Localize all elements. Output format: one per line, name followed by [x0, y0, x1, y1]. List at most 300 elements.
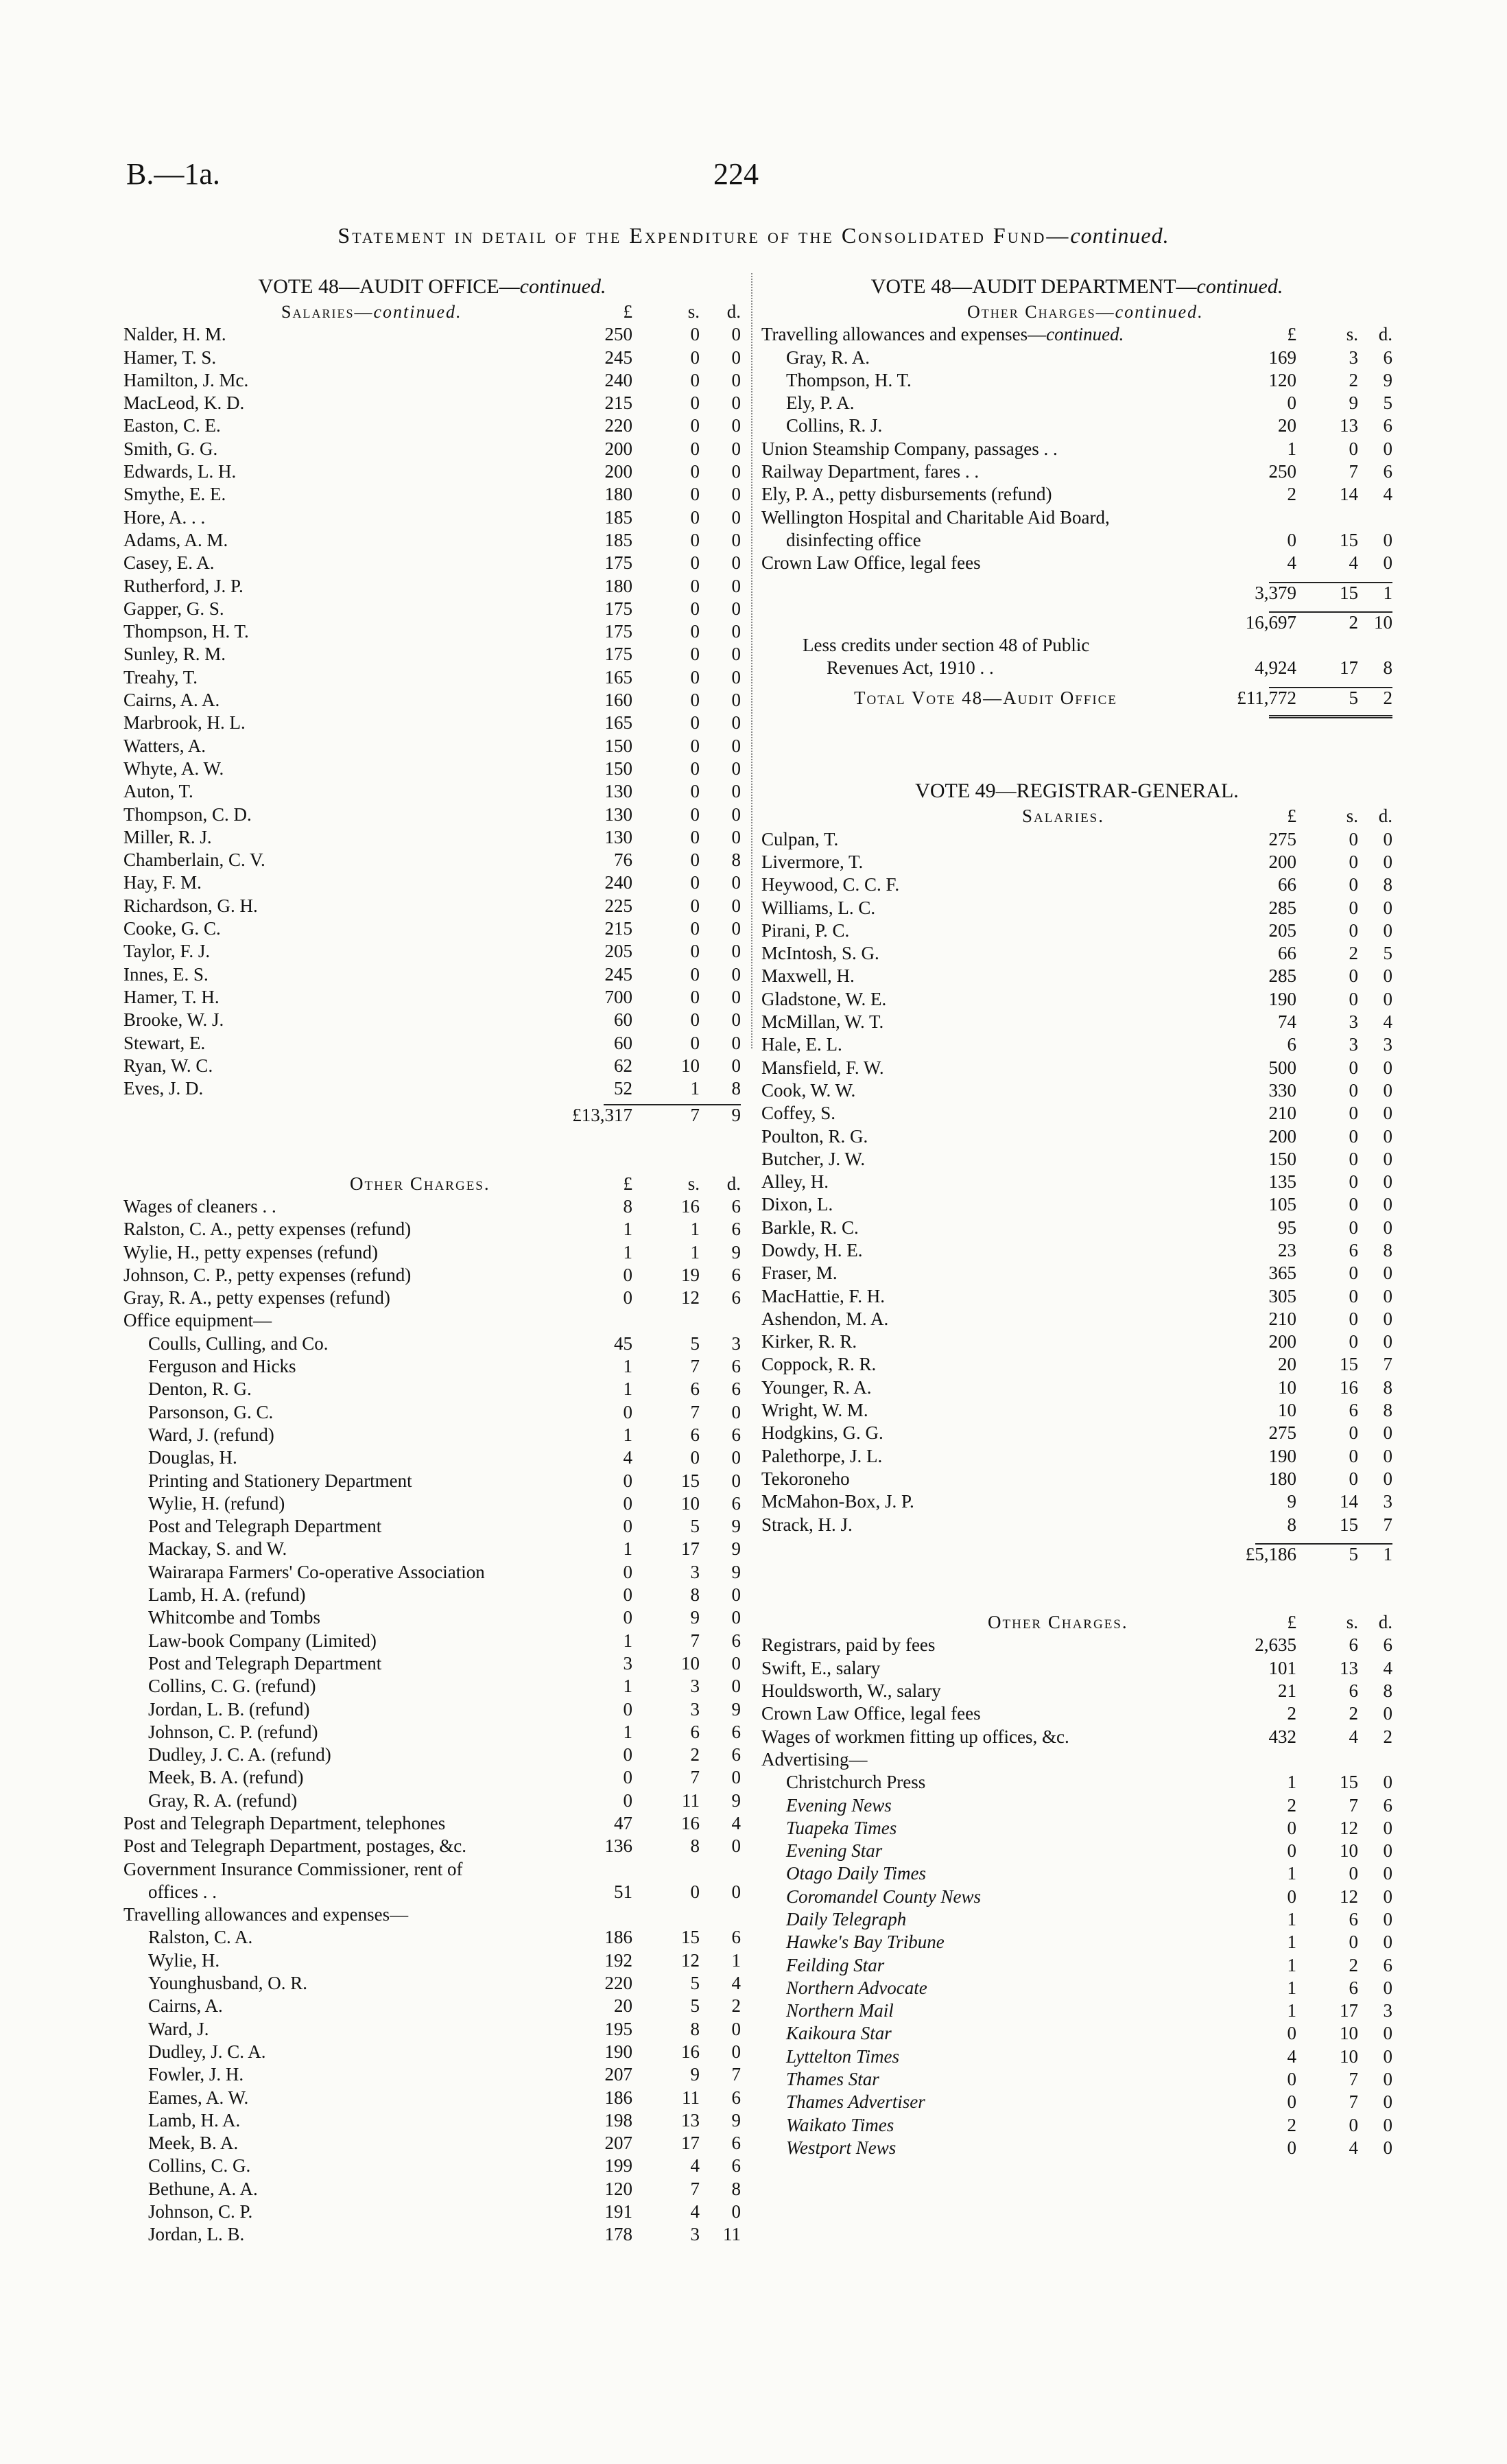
table-row	[123, 483, 741, 506]
row-label: Thames Advertiser	[786, 2091, 925, 2113]
shillings-cell: 0	[1349, 1468, 1358, 1489]
table-row	[761, 1422, 1392, 1444]
row-label: Younghusband, O. R.	[148, 1973, 308, 1994]
table-row	[761, 1011, 1392, 1033]
table-row	[123, 347, 741, 369]
pence-cell: 0	[731, 1676, 741, 1697]
table-row	[761, 1794, 1392, 1817]
row-label: Douglas, H.	[148, 1447, 237, 1468]
table-row	[123, 1858, 741, 1881]
row-label: Union Steamship Company, passages . .	[761, 438, 1058, 459]
pounds-cell: 62	[614, 1055, 632, 1076]
pence-cell: 0	[731, 690, 741, 711]
pounds-cell: 0	[623, 1516, 632, 1537]
pence-cell: 7	[1383, 1354, 1392, 1375]
pounds-cell: 1	[1287, 1954, 1296, 1975]
pounds-cell: 180	[604, 484, 632, 505]
pence-cell: 0	[731, 2018, 741, 2039]
pence-cell: 0	[1383, 1057, 1392, 1078]
row-label: Heywood, C. C. F.	[761, 874, 900, 895]
shillings-cell: 0	[690, 484, 700, 505]
pounds-cell: 1	[1287, 1909, 1296, 1929]
shillings-cell: 12	[1340, 1817, 1358, 1838]
row-label: Bethune, A. A.	[148, 2178, 258, 2199]
shillings-cell: 0	[1349, 1932, 1358, 1953]
pence-cell: 4	[1383, 1657, 1392, 1678]
pounds-cell: 51	[614, 1881, 632, 1902]
pence-cell: 0	[1383, 2023, 1392, 2044]
less-credits: Less credits under section 48 of Public	[803, 635, 1090, 656]
pounds-cell: 0	[623, 1492, 632, 1514]
shillings-cell: 2	[1349, 943, 1358, 964]
row-label: Hawke's Bay Tribune	[786, 1932, 945, 1953]
pence-cell: 6	[1383, 461, 1392, 482]
row-label: offices . .	[148, 1881, 217, 1902]
vote49-title: VOTE 49—REGISTRAR-GENERAL.	[915, 779, 1239, 803]
pence-cell: 0	[1383, 897, 1392, 918]
pence-cell: 8	[1383, 1680, 1392, 1702]
row-label: Lamb, H. A. (refund)	[148, 1584, 306, 1606]
shillings-cell: 5	[690, 1973, 700, 1994]
table-row	[123, 2178, 741, 2201]
pence-cell: 0	[1383, 1422, 1392, 1444]
row-label: disinfecting office	[786, 529, 921, 550]
table-row	[761, 2137, 1392, 2159]
shillings-cell: 6	[1349, 1680, 1358, 1702]
pence-cell: 6	[731, 1744, 741, 1765]
pence-cell: 0	[1383, 1909, 1392, 1929]
row-label: Coffey, S.	[761, 1103, 835, 1124]
pounds-cell: 0	[623, 1401, 632, 1422]
table-row	[761, 1931, 1392, 1953]
row-label: Poulton, R. G.	[761, 1125, 868, 1147]
table-row	[123, 1446, 741, 1469]
table-row	[761, 483, 1392, 506]
pence-cell: 3	[1383, 1491, 1392, 1512]
pounds-cell: 432	[1268, 1726, 1296, 1747]
pence-cell: 0	[1383, 1171, 1392, 1193]
table-row	[123, 643, 741, 666]
right-column	[761, 273, 1392, 2159]
shillings-cell: 17	[681, 1538, 700, 1560]
pounds-cell: 0	[623, 1470, 632, 1491]
row-label: Smith, G. G.	[123, 438, 218, 459]
pence-cell: 0	[731, 369, 741, 390]
table-row	[123, 529, 741, 552]
pence-cell: 0	[731, 941, 741, 962]
vote49-salaries-header: Salaries. £ s. d.	[1022, 806, 1392, 827]
left-column	[123, 273, 741, 2246]
pounds-cell: 0	[1287, 2091, 1296, 2113]
pounds-cell: 47	[614, 1813, 632, 1833]
shillings-cell: 8	[690, 2018, 700, 2039]
table-row	[761, 1376, 1392, 1399]
shillings-cell: 0	[1349, 1331, 1358, 1352]
pounds-cell: 130	[604, 803, 632, 825]
pence-cell: 0	[731, 644, 741, 665]
pence-cell: 6	[731, 1219, 741, 1240]
shillings-cell: 2	[1349, 1954, 1358, 1975]
shillings-cell: 8	[690, 1584, 700, 1606]
pence-cell: 6	[1383, 415, 1392, 436]
pounds-cell: 10	[1278, 1376, 1296, 1398]
shillings-cell: 3	[690, 1561, 700, 1582]
shillings-cell: 0	[1349, 1217, 1358, 1238]
row-label: Wairarapa Farmers' Co-operative Association	[148, 1561, 485, 1582]
pounds-cell: 1	[623, 1538, 632, 1560]
row-label: Brooke, W. J.	[123, 1009, 224, 1031]
pence-cell: 0	[1383, 1217, 1392, 1238]
pence-cell: 6	[1383, 1794, 1392, 1816]
pence-cell: 8	[1383, 1400, 1392, 1421]
row-label: Printing and Stationery Department	[148, 1470, 412, 1491]
row-label: Otago Daily Times	[786, 1863, 927, 1884]
row-label: Waikato Times	[786, 2114, 894, 2135]
shillings-cell: 5	[690, 1995, 700, 2017]
table-row	[123, 2201, 741, 2223]
shillings-cell: 17	[681, 2133, 700, 2154]
pence-cell: 0	[731, 415, 741, 436]
table-row	[761, 1399, 1392, 1422]
pence-cell: 0	[731, 1055, 741, 1076]
table-row	[761, 506, 1392, 529]
pence-cell: 0	[731, 1881, 741, 1902]
row-label: Stewart, E.	[123, 1032, 206, 1053]
table-row	[123, 689, 741, 712]
table-row	[123, 575, 741, 598]
pounds-cell: 66	[1278, 943, 1296, 964]
row-label: Whyte, A. W.	[123, 758, 224, 779]
pounds-cell: 225	[604, 895, 632, 916]
shillings-cell: 15	[681, 1470, 700, 1491]
row-label: Richardson, G. H.	[123, 895, 258, 916]
shillings-cell: 7	[690, 2178, 700, 2199]
table-row	[123, 2155, 741, 2177]
table-row	[761, 1033, 1392, 1056]
shillings-cell: 0	[690, 986, 700, 1007]
table-row	[761, 1726, 1392, 1748]
pence-cell: 0	[731, 598, 741, 619]
pence-cell: 0	[1383, 1840, 1392, 1862]
pounds-cell: 1	[1287, 1977, 1296, 1998]
table-row	[123, 1009, 741, 1031]
pounds-cell: 0	[623, 1287, 632, 1309]
pence-cell: 3	[1383, 2000, 1392, 2021]
other-charges-list	[123, 1195, 741, 2246]
pence-cell: 6	[731, 1721, 741, 1742]
shillings-cell: 3	[690, 1676, 700, 1697]
table-row	[123, 1032, 741, 1055]
pence-cell: 0	[1383, 1103, 1392, 1124]
pence-cell: 0	[731, 2201, 741, 2222]
shillings-cell: 2	[1349, 1703, 1358, 1724]
table-row	[123, 1287, 741, 1309]
pence-cell: 4	[731, 1813, 741, 1833]
table-row	[761, 1262, 1392, 1284]
pence-cell: 1	[731, 1949, 741, 1971]
row-label: Wages of cleaners . .	[123, 1195, 276, 1217]
pence-cell: 3	[731, 1333, 741, 1354]
pounds-cell: 101	[1268, 1657, 1296, 1678]
shillings-cell: 19	[681, 1264, 700, 1285]
table-row	[123, 1218, 741, 1241]
table-row	[123, 323, 741, 346]
shillings-cell: 10	[1340, 1840, 1358, 1862]
pence-cell: 0	[1383, 1886, 1392, 1907]
shillings-cell: 0	[1349, 874, 1358, 895]
table-row	[123, 414, 741, 437]
shillings-cell: 5	[690, 1516, 700, 1537]
table-row	[761, 1445, 1392, 1468]
row-label: Lyttelton Times	[786, 2045, 899, 2067]
table-row	[123, 1652, 741, 1675]
pounds-cell: 0	[623, 1698, 632, 1720]
salaries-total: £13,317 7 9	[572, 1105, 741, 1126]
pence-cell: 8	[1383, 874, 1392, 895]
shillings-cell: 0	[1349, 1194, 1358, 1215]
table-row	[123, 1972, 741, 1995]
table-row	[123, 803, 741, 826]
table-row	[123, 1055, 741, 1077]
row-label: Gray, R. A. (refund)	[148, 1790, 298, 1811]
table-row	[123, 1378, 741, 1400]
pence-cell: 0	[731, 324, 741, 345]
row-label: Strack, H. J.	[761, 1514, 853, 1535]
shillings-cell: 0	[1349, 1171, 1358, 1193]
pounds-cell: 0	[623, 1561, 632, 1582]
shillings-cell: 9	[690, 1607, 700, 1628]
pence-cell: 0	[1383, 2091, 1392, 2113]
pounds-cell: 305	[1268, 1285, 1296, 1306]
row-label: Watters, A.	[123, 735, 206, 756]
pounds-cell: 120	[1268, 369, 1296, 390]
pence-cell: 0	[731, 872, 741, 893]
row-label: Post and Telegraph Department, postages, &c.	[123, 1835, 466, 1857]
shillings-cell: 6	[1349, 1239, 1358, 1260]
pounds-cell: 220	[604, 1973, 632, 1994]
pounds-cell: 0	[1287, 2069, 1296, 2090]
pounds-cell: 0	[1287, 1886, 1296, 1907]
pounds-cell: 1	[623, 1241, 632, 1263]
table-row	[761, 1977, 1392, 1999]
row-label: Miller, R. J.	[123, 826, 212, 847]
shillings-cell: 5	[690, 1333, 700, 1354]
shillings-cell: 0	[1349, 2114, 1358, 2135]
pounds-cell: 205	[1268, 919, 1296, 941]
vote48-office-title: VOTE 48—AUDIT OFFICE—continued.	[258, 275, 606, 298]
table-row	[123, 2132, 741, 2155]
pounds-cell: 190	[604, 2041, 632, 2062]
table-row	[123, 1492, 741, 1515]
table-row	[761, 1102, 1392, 1125]
pounds-cell: 165	[604, 666, 632, 688]
row-label: Maxwell, H.	[761, 965, 855, 987]
shillings-cell: 0	[690, 666, 700, 688]
table-row	[123, 1949, 741, 1972]
row-label: Marbrook, H. L.	[123, 712, 246, 734]
pounds-cell: 200	[1268, 1125, 1296, 1147]
shillings-cell: 7	[1349, 461, 1358, 482]
row-label: Thames Star	[786, 2069, 879, 2090]
pence-cell: 0	[1383, 1148, 1392, 1169]
pounds-cell: 21	[1278, 1680, 1296, 1702]
table-row	[123, 871, 741, 894]
row-label: Livermore, T.	[761, 851, 864, 872]
pence-cell: 0	[731, 1607, 741, 1628]
shillings-cell: 12	[681, 1949, 700, 1971]
pounds-cell: 195	[604, 2018, 632, 2039]
shillings-cell: 6	[1349, 1634, 1358, 1656]
pounds-cell: 285	[1268, 897, 1296, 918]
shillings-cell: 10	[681, 1652, 700, 1674]
pence-cell: 0	[1383, 1817, 1392, 1838]
table-row	[123, 506, 741, 529]
pounds-cell: 1	[1287, 2000, 1296, 2021]
table-row	[761, 1285, 1392, 1308]
row-label: Thompson, H. T.	[786, 369, 912, 390]
table-row	[761, 2022, 1392, 2045]
table-row	[123, 1538, 741, 1560]
row-label: Parsonson, G. C.	[148, 1401, 274, 1422]
row-label: Hodgkins, G. G.	[761, 1422, 883, 1444]
pence-cell: 0	[731, 803, 741, 825]
pounds-cell: 178	[604, 2224, 632, 2245]
pounds-cell: 160	[604, 690, 632, 711]
shillings-cell: 10	[681, 1055, 700, 1076]
table-row	[761, 369, 1392, 392]
pounds-cell: 200	[604, 461, 632, 482]
pence-cell: 8	[1383, 1376, 1392, 1398]
pence-cell: 0	[1383, 1703, 1392, 1724]
shillings-cell: 7	[1349, 2069, 1358, 2090]
shillings-cell: 0	[690, 1009, 700, 1031]
table-row	[123, 369, 741, 392]
shillings-cell: 0	[690, 575, 700, 596]
shillings-cell: 7	[1349, 1794, 1358, 1816]
pence-cell: 0	[731, 484, 741, 505]
shillings-cell: 0	[1349, 1285, 1358, 1306]
pence-cell: 0	[1383, 1285, 1392, 1306]
row-label: Government Insurance Commissioner, rent of	[123, 1858, 463, 1879]
row-label: Post and Telegraph Department, telephones	[123, 1813, 446, 1833]
pence-cell: 4	[1383, 484, 1392, 505]
table-row	[123, 1698, 741, 1721]
pounds-cell: 185	[604, 529, 632, 550]
pounds-cell: 186	[604, 2087, 632, 2108]
row-label: Hamer, T. S.	[123, 347, 217, 368]
table-row	[123, 1241, 741, 1264]
shillings-cell: 0	[1349, 828, 1358, 849]
statement-title: Statement in detail of the Expenditure of the Consolidated Fund—continued.	[337, 223, 1170, 248]
shillings-cell: 0	[690, 1032, 700, 1053]
row-label: Fraser, M.	[761, 1263, 838, 1284]
shillings-cell: 13	[1340, 415, 1358, 436]
table-row	[761, 1748, 1392, 1771]
row-label: Eames, A. W.	[148, 2087, 249, 2108]
pounds-cell: 250	[1268, 461, 1296, 482]
row-label: Wright, W. M.	[761, 1400, 868, 1421]
table-row	[123, 1401, 741, 1424]
row-label: Wages of workmen fitting up offices, &c.	[761, 1726, 1069, 1747]
table-row	[123, 1077, 741, 1100]
shillings-cell: 0	[690, 803, 700, 825]
shillings-cell: 7	[690, 1401, 700, 1422]
table-row	[123, 1355, 741, 1378]
pence-cell: 0	[1383, 851, 1392, 872]
table-row	[123, 2063, 741, 2086]
pounds-cell: 365	[1268, 1263, 1296, 1284]
pounds-cell: 200	[1268, 851, 1296, 872]
row-label: Cairns, A. A.	[123, 690, 220, 711]
pence-cell: 0	[1383, 1308, 1392, 1329]
shillings-cell: 0	[690, 644, 700, 665]
pence-cell: 0	[1383, 2069, 1392, 2090]
table-row	[123, 1903, 741, 1926]
pence-cell: 0	[1383, 1863, 1392, 1884]
travel-header-row: Travelling allowances and expenses—continued. £ s. d.	[761, 324, 1392, 345]
pence-cell: 6	[731, 1424, 741, 1445]
shillings-cell: 0	[690, 621, 700, 642]
pounds-cell: 2	[1287, 1703, 1296, 1724]
table-row	[123, 1790, 741, 1812]
pounds-cell: 175	[604, 552, 632, 574]
pounds-cell: 20	[1278, 1354, 1296, 1375]
pence-cell: 0	[731, 552, 741, 574]
shillings-cell: 0	[690, 438, 700, 459]
pounds-cell: 2	[1287, 2114, 1296, 2135]
row-label: Wellington Hospital and Charitable Aid Board,	[761, 506, 1110, 528]
shillings-cell: 1	[690, 1078, 700, 1099]
table-row	[123, 986, 741, 1009]
row-label: Collins, C. G. (refund)	[148, 1676, 316, 1697]
pounds-cell: 192	[604, 1949, 632, 1971]
row-label: Travelling allowances and expenses—	[123, 1904, 409, 1925]
shillings-cell: 3	[1349, 347, 1358, 368]
row-label: Ralston, C. A., petty expenses (refund)	[123, 1219, 412, 1240]
table-row	[761, 1148, 1392, 1171]
pence-cell: 6	[731, 1378, 741, 1400]
pounds-cell: 0	[1287, 392, 1296, 414]
pounds-cell: 150	[1268, 1148, 1296, 1169]
row-label: Northern Mail	[786, 2000, 894, 2021]
row-label: Coromandel County News	[786, 1886, 982, 1907]
row-label: Post and Telegraph Department	[148, 1652, 382, 1674]
pence-cell: 0	[1383, 828, 1392, 849]
pence-cell: 0	[731, 1584, 741, 1606]
pounds-cell: 95	[1278, 1217, 1296, 1238]
shillings-cell: 1	[690, 1241, 700, 1263]
pounds-cell: 130	[604, 826, 632, 847]
shillings-cell: 2	[1349, 369, 1358, 390]
pounds-cell: 8	[623, 1195, 632, 1217]
pounds-cell: 500	[1268, 1057, 1296, 1078]
table-row	[123, 1630, 741, 1652]
shillings-cell: 0	[690, 369, 700, 390]
table-row	[123, 917, 741, 940]
row-label: Hamer, T. H.	[123, 986, 219, 1007]
pence-cell: 0	[731, 918, 741, 939]
pence-cell: 0	[1383, 2045, 1392, 2067]
table-row	[761, 1862, 1392, 1885]
pence-cell: 4	[731, 1973, 741, 1994]
row-label: Meek, B. A.	[148, 2133, 239, 2154]
pounds-cell: 199	[604, 2155, 632, 2176]
table-row	[761, 1125, 1392, 1148]
vote49-other-header: Other Charges. £ s. d.	[988, 1612, 1392, 1633]
row-label: Kirker, R. R.	[761, 1331, 857, 1352]
shillings-cell: 16	[1340, 1376, 1358, 1398]
pounds-cell: 175	[604, 644, 632, 665]
